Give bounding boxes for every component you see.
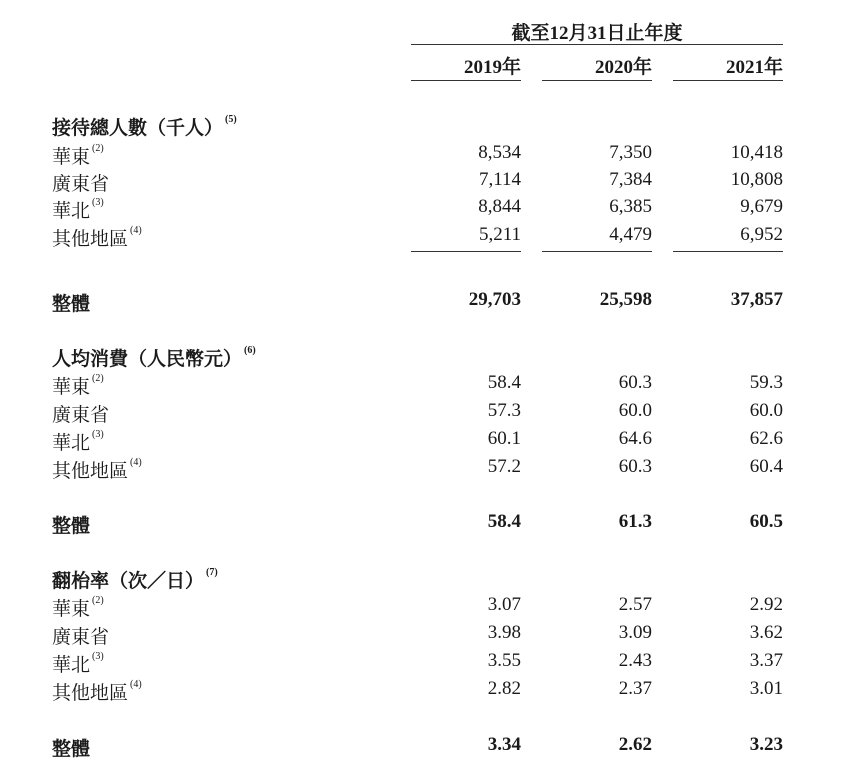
row-label: 華東 $^{(2)}$ [52,595,104,620]
cell: 5,211 [478,224,521,245]
year-rule-2019 [411,80,521,81]
total-label: 整體 [52,739,91,760]
year-rule-2020 [542,80,652,81]
cell: 6,385 [609,196,652,217]
cell: 3.98 [487,622,521,643]
total-cell: 2.62 [618,734,652,755]
cell: 60.3 [618,372,652,393]
subtotal-rule [673,251,783,252]
row-label: 華北 $^{(3)}$ [52,197,104,222]
total-cell: 29,703 [468,289,521,310]
row-label: 其他地區 $^{(4)}$ [52,679,142,704]
total-cell: 37,857 [730,289,783,310]
total-label: 整體 [52,516,91,537]
cell: 2.92 [749,594,783,615]
cell: 60.3 [618,456,652,477]
cell: 10,808 [730,169,783,190]
cell: 2.57 [618,594,652,615]
cell: 3.09 [618,622,652,643]
row-label: 其他地區 $^{(4)}$ [52,225,142,250]
cell: 58.4 [487,372,521,393]
year-header-2021: 2021年 [725,57,783,78]
year-header-2020: 2020年 [594,57,652,78]
total-cell: 25,598 [599,289,652,310]
row-label: 其他地區 $^{(4)}$ [52,457,142,482]
cell: 59.3 [749,372,783,393]
year-rule-2021 [673,80,783,81]
row-label: 華東 $^{(2)}$ [52,143,104,168]
subtotal-rule [542,251,652,252]
cell: 4,479 [609,224,652,245]
row-label: 華北 $^{(3)}$ [52,429,104,454]
total-cell: 61.3 [618,511,652,532]
cell: 8,534 [478,142,521,163]
cell: 7,114 [478,169,521,190]
year-header-2019: 2019年 [463,57,521,78]
cell: 8,844 [478,196,521,217]
section-title-turnover: 翻枱率（次／日） $^{(7)}$ [52,567,218,592]
cell: 3.07 [487,594,521,615]
cell: 3.62 [749,622,783,643]
total-label: 整體 [52,294,91,315]
cell: 7,350 [609,142,652,163]
cell: 7,384 [609,169,652,190]
header-group-rule [411,44,783,45]
cell: 60.0 [749,400,783,421]
total-cell: 3.23 [749,734,783,755]
row-label: 廣東省 [52,627,110,648]
cell: 10,418 [730,142,783,163]
row-label: 華東 $^{(2)}$ [52,373,104,398]
cell: 2.37 [618,678,652,699]
total-cell: 60.5 [749,511,783,532]
total-cell: 58.4 [487,511,521,532]
cell: 64.6 [618,428,652,449]
column-group-header: 截至12月31日止年度 [511,23,683,44]
cell: 2.43 [618,650,652,671]
section-title-visitors: 接待總人數（千人） $^{(5)}$ [52,114,237,139]
cell: 2.82 [487,678,521,699]
cell: 60.4 [749,456,783,477]
total-cell: 3.34 [487,734,521,755]
cell: 62.6 [749,428,783,449]
cell: 57.3 [487,400,521,421]
row-label: 華北 $^{(3)}$ [52,651,104,676]
cell: 60.0 [618,400,652,421]
cell: 57.2 [487,456,521,477]
cell: 3.55 [487,650,521,671]
cell: 60.1 [487,428,521,449]
cell: 3.37 [749,650,783,671]
row-label: 廣東省 [52,405,110,426]
row-label: 廣東省 [52,174,110,195]
section-title-spend: 人均消費（人民幣元） $^{(6)}$ [52,345,256,370]
cell: 3.01 [749,678,783,699]
cell: 9,679 [740,196,783,217]
subtotal-rule [411,251,521,252]
cell: 6,952 [740,224,783,245]
